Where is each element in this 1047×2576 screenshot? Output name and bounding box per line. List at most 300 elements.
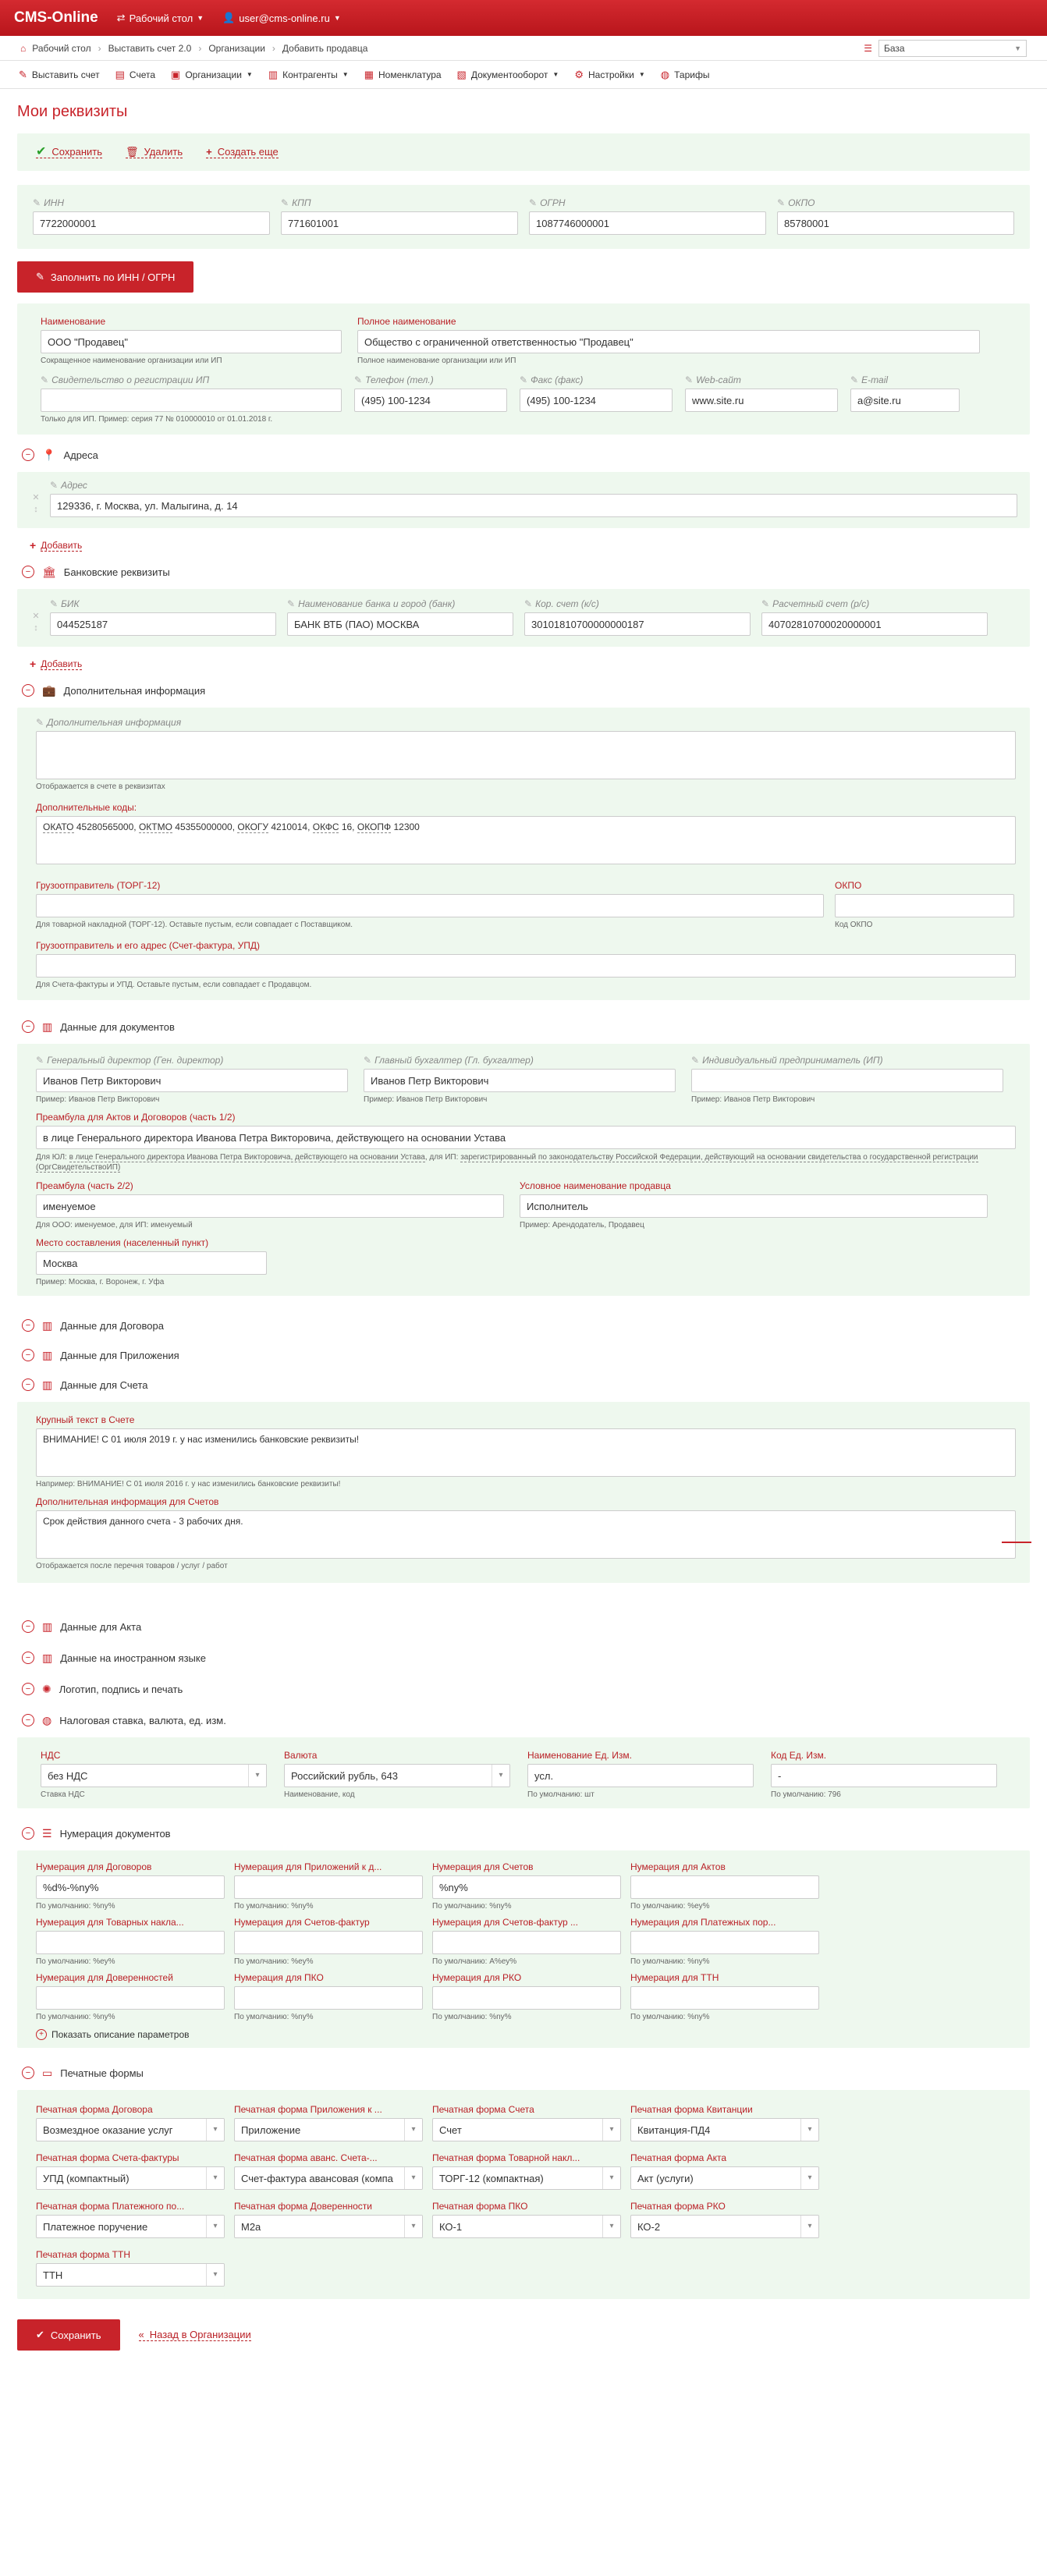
print-form-field [432, 2152, 621, 2190]
email-label: E-mail [861, 374, 889, 385]
numbering-default-value[interactable]: %ny% [687, 1957, 710, 1966]
hint-prefix: Пример: [364, 1095, 395, 1104]
hint-prefix: Пример: [691, 1095, 722, 1104]
numbering-input[interactable] [630, 1875, 819, 1899]
appendix-header[interactable] [22, 1346, 1030, 1364]
big-text-label: Крупный текст в Счете [36, 1414, 135, 1425]
ip-input[interactable] [691, 1069, 1003, 1092]
cert-hint-example[interactable]: серия 77 № 010000010 от 01.01.2018 г. [131, 415, 273, 424]
pencil-icon: ✎ [36, 717, 44, 728]
full-name-input[interactable]: Общество с ограниченной ответственностью "Продавец" [357, 330, 980, 353]
collapse-icon: − [22, 566, 34, 578]
cert-input[interactable] [41, 389, 342, 412]
pencil-icon: ✎ [761, 598, 770, 609]
unit-code-label: Код Ед. Изм. [771, 1750, 827, 1761]
invoice-extra-hint: Отображается после перечня товаров / услуг / работ [36, 1562, 228, 1570]
collapse-icon: − [22, 2067, 34, 2079]
numbering-hint [630, 1902, 819, 1911]
preamble2-input[interactable]: именуемое [36, 1194, 504, 1218]
codes-textarea[interactable] [36, 816, 1016, 864]
invoice-title: Данные для Счета [60, 1378, 148, 1391]
books-icon: ▥ [42, 1620, 53, 1633]
okpo-label: ОКПО [788, 197, 815, 208]
numbering-label: Нумерация для Приложений к д... [234, 1861, 382, 1872]
pencil-icon: ✎ [41, 374, 49, 385]
add-label: Добавить [41, 658, 83, 669]
accountant-label: Главный бухгалтер (Гл. бухгалтер) [374, 1055, 534, 1066]
numbering-hint [36, 2013, 225, 2021]
numbering-grid [36, 1861, 1016, 2021]
hint-sep: , для ИП: [115, 1221, 149, 1229]
remove-icon[interactable]: ✕ [32, 612, 40, 621]
numbering-hint [432, 1957, 621, 1966]
numbering-default-value[interactable]: %ny% [93, 1902, 115, 1911]
numbering-default-value[interactable]: А%ey% [489, 1957, 517, 1966]
drag-icon[interactable]: ↕ [34, 505, 38, 514]
print-form-select[interactable]: Акт (услуги) ▾ [630, 2166, 819, 2190]
numbering-default-value[interactable]: %ny% [291, 2013, 314, 2021]
print-form-field [36, 2152, 225, 2190]
nav-label: Тарифы [674, 69, 710, 80]
drag-icon[interactable]: ↕ [34, 623, 38, 633]
desktop-label: Рабочий стол [129, 12, 193, 24]
okpo-input[interactable]: 85780001 [777, 211, 1014, 235]
breadcrumb-item[interactable]: Выставить счет 2.0 [108, 42, 192, 54]
foreign-title: Данные на иностранном языке [60, 1652, 206, 1664]
user-menu[interactable] [222, 12, 341, 24]
money-bag-icon: ◍ [660, 68, 670, 80]
numbering-field [432, 1972, 621, 2021]
back-link[interactable] [139, 2329, 251, 2341]
numbering-label: Нумерация для РКО [432, 1972, 522, 1983]
pencil-icon: ✎ [50, 480, 59, 491]
addresses-title: Адреса [63, 449, 98, 461]
pencil-icon: ✎ [691, 1055, 700, 1066]
unit-hint: По умолчанию: шт [527, 1790, 594, 1799]
accountant-example[interactable]: Иванов Петр Викторович [396, 1095, 488, 1104]
docs-header[interactable] [22, 1017, 1030, 1036]
nav-settings[interactable] [574, 69, 644, 81]
numbering-default-value[interactable]: %ny% [687, 2013, 710, 2021]
kpp-input[interactable]: 771601001 [281, 211, 518, 235]
nav-issue-invoice[interactable] [19, 69, 100, 81]
document-icon: ▤ [115, 68, 125, 80]
fax-label: Факс (факс) [531, 374, 584, 385]
nav-tariffs[interactable] [661, 69, 710, 81]
unit-code-input[interactable]: - [771, 1764, 997, 1787]
print-form-select[interactable]: Счет ▾ [432, 2118, 621, 2141]
cert-label: Свидетельство о регистрации ИП [51, 374, 210, 385]
nav-label: Организации [185, 69, 242, 80]
numbering-default-value[interactable]: %ny% [489, 2013, 512, 2021]
numbering-input[interactable] [432, 1986, 621, 2010]
extra-header[interactable] [22, 681, 1030, 700]
scroll-marker [1002, 1542, 1031, 1543]
phone-input[interactable]: (495) 100-1234 [354, 389, 507, 412]
oktmo-value: 45355000000, [175, 821, 236, 832]
account-input[interactable]: 40702810700020000001 [761, 612, 988, 636]
back-label: Назад в Организации [149, 2328, 251, 2340]
contract-header[interactable] [22, 1316, 1030, 1335]
bank-name-label: Наименование банка и город (банк) [298, 598, 456, 609]
print-form-select[interactable]: М2а ▾ [234, 2215, 423, 2238]
preamble-input[interactable]: в лице Генерального директора Иванова Петра Викторовича, действующего на основании Устава [36, 1126, 1016, 1149]
organization-icon: ▣ [171, 68, 181, 80]
desktop-menu[interactable] [117, 12, 204, 24]
print-form-field [36, 2104, 225, 2141]
preamble2-example-ooo[interactable]: именуемое [74, 1221, 115, 1229]
chevron-down-icon: ▼ [197, 14, 204, 22]
desktop-icon: ⇄ [116, 12, 126, 23]
home-icon[interactable]: ⌂ [20, 42, 27, 54]
numbering-label: Нумерация для Договоров [36, 1861, 152, 1872]
exchange-icon: ▧ [456, 68, 467, 80]
pencil-icon: ✎ [36, 1055, 44, 1066]
shipper-okpo-input[interactable] [835, 894, 1014, 917]
numbering-default-value[interactable]: %ey% [291, 1957, 314, 1966]
nav-label: Выставить счет [31, 69, 100, 80]
bank-header[interactable] [22, 562, 1030, 581]
numbering-default-prefix: По умолчанию: [36, 2013, 91, 2021]
save-link[interactable] [36, 144, 103, 158]
money-bag-icon: ◍ [42, 1713, 52, 1726]
boxes-icon: ▦ [364, 68, 374, 80]
add-bank-link[interactable] [30, 658, 1030, 670]
numbering-default-prefix: По умолчанию: [234, 2013, 289, 2021]
logo-title: Логотип, подпись и печать [59, 1683, 183, 1695]
edit-icon: ✎ [36, 271, 44, 282]
ip-example[interactable]: Иванов Петр Викторович [723, 1095, 815, 1104]
numbering-default-prefix: По умолчанию: [630, 2013, 686, 2021]
nav-documents[interactable] [457, 69, 559, 81]
top-bar [0, 0, 1047, 36]
extra-info-textarea[interactable] [36, 731, 1016, 779]
print-form-field [234, 2104, 423, 2141]
base-select-value: База [884, 43, 905, 54]
numbering-input[interactable] [234, 1875, 423, 1899]
okfs-value: 16, [341, 821, 355, 832]
bank-panel [17, 589, 1030, 647]
vat-label: НДС [41, 1750, 61, 1761]
expand-icon: − [22, 1620, 34, 1633]
okato-key: ОКАТО [43, 821, 74, 832]
brand-logo[interactable]: CMS-Online [14, 9, 98, 26]
act-header[interactable] [22, 1617, 1030, 1636]
numbering-hint [432, 1902, 621, 1911]
unit-label: Наименование Ед. Изм. [527, 1750, 632, 1761]
numbering-field [630, 1917, 819, 1966]
print-form-select[interactable]: Платежное поручение ▾ [36, 2215, 225, 2238]
main-nav [0, 61, 1047, 89]
numbering-input[interactable] [432, 1931, 621, 1954]
page-title: Мои реквизиты [17, 103, 128, 120]
print-form-select[interactable]: КО-2 ▾ [630, 2215, 819, 2238]
okopf-value: 12300 [393, 821, 420, 832]
print-form-field [432, 2201, 621, 2238]
extra-panel [17, 708, 1030, 1000]
invoice-extra-textarea[interactable]: Срок действия данного счета - 3 рабочих дня. [36, 1510, 1016, 1559]
seller-alias-input[interactable]: Исполнитель [520, 1194, 988, 1218]
print-form-select[interactable]: Возмездное оказание услуг ▾ [36, 2118, 225, 2141]
collapse-icon: − [22, 1714, 34, 1726]
books-icon: ▥ [42, 1348, 53, 1361]
numbering-default-value[interactable]: %ny% [291, 1902, 314, 1911]
tax-header[interactable] [22, 1711, 1030, 1730]
delete-link[interactable] [126, 147, 183, 158]
shipper2-input[interactable] [36, 954, 1016, 978]
hint-prefix: Для ЮЛ: [36, 1153, 67, 1162]
address-input[interactable]: 129336, г. Москва, ул. Малыгина, д. 14 [50, 494, 1017, 517]
edit-icon: ✎ [19, 68, 27, 80]
collapse-icon: − [22, 684, 34, 697]
place-input[interactable]: Москва [36, 1251, 267, 1275]
big-text-example[interactable]: ВНИМАНИЕ! С 01 июля 2016 г. у нас изменились банковские реквизиты! [76, 1480, 341, 1488]
print-form-select[interactable]: КО-1 ▾ [432, 2215, 621, 2238]
row-controls [30, 611, 42, 636]
numbering-default-prefix: По умолчанию: [36, 1957, 91, 1966]
unit-input[interactable]: усл. [527, 1764, 754, 1787]
nav-organizations[interactable] [171, 69, 253, 81]
numbering-default-prefix: По умолчанию: [432, 2013, 488, 2021]
actions-bar [17, 133, 1030, 171]
numbering-default-prefix: По умолчанию: [630, 1902, 686, 1911]
numbering-input[interactable]: %d%-%ny% [36, 1875, 225, 1899]
shipper-input[interactable] [36, 894, 824, 917]
contract-title: Данные для Договора [60, 1319, 164, 1332]
books-icon: ▥ [42, 1651, 53, 1664]
pencil-icon: ✎ [685, 374, 694, 385]
numbering-field [36, 1917, 225, 1966]
row-controls [30, 492, 42, 517]
print-form-field [630, 2104, 819, 2141]
hint-prefix: Для ООО: [36, 1221, 73, 1229]
preamble-example-ip[interactable]: зарегистрированный по законодательству Российской Федерации, действующий на основании [460, 1153, 806, 1162]
bank-name-input[interactable]: БАНК ВТБ (ПАО) МОСКВА [287, 612, 513, 636]
check-icon: ✔ [36, 2329, 44, 2340]
numbering-field [432, 1917, 621, 1966]
show-params-label: Показать описание параметров [51, 2029, 190, 2040]
email-input[interactable]: a@site.ru [850, 389, 960, 412]
numbering-label: Нумерация для Доверенностей [36, 1972, 173, 1983]
ogrn-group [529, 197, 766, 235]
create-more-link[interactable] [206, 147, 279, 158]
chevron-down-icon: ▼ [333, 14, 341, 22]
inn-input[interactable]: 7722000001 [33, 211, 270, 235]
remove-icon[interactable]: ✕ [32, 493, 40, 502]
nav-contractors[interactable] [268, 69, 349, 81]
print-form-field [234, 2152, 423, 2190]
numbering-hint [36, 1957, 225, 1966]
create-more-label: Создать еще [217, 145, 279, 158]
preamble-example-ul[interactable]: в лице Генерального директора Иванова Петра Викторовича, действующего на основании Устава [69, 1153, 425, 1162]
nav-invoices[interactable] [115, 69, 155, 81]
numbering-default-value[interactable]: %ey% [687, 1902, 710, 1911]
breadcrumb-item[interactable]: Организации [208, 42, 265, 54]
fax-input[interactable]: (495) 100-1234 [520, 389, 673, 412]
print-form-label: Печатная форма Товарной накл... [432, 2152, 580, 2163]
numbering-input[interactable] [630, 1931, 819, 1954]
check-icon: ✔ [36, 144, 47, 158]
numbering-field [36, 1861, 225, 1911]
numbering-input[interactable] [36, 1986, 225, 2010]
numbering-default-prefix: По умолчанию: [432, 1902, 488, 1911]
nav-label: Документооборот [470, 69, 548, 80]
plus-icon: + [30, 539, 37, 552]
books-icon: ▥ [42, 1318, 53, 1332]
plus-icon: + [206, 145, 212, 158]
collapse-icon: − [22, 449, 34, 461]
numbering-title: Нумерация документов [59, 1827, 171, 1840]
chevron-down-icon: ▼ [246, 71, 253, 78]
base-select[interactable] [878, 40, 1027, 57]
numbering-field [234, 1972, 423, 2021]
vat-select[interactable]: без НДС ▾ [41, 1764, 267, 1787]
big-text-textarea[interactable]: ВНИМАНИЕ! С 01 июля 2019 г. у нас изменились банковские реквизиты! [36, 1428, 1016, 1477]
okogu-value: 4210014, [271, 821, 311, 832]
show-params-link[interactable] [36, 2029, 1016, 2040]
print-form-label: Печатная форма Платежного по... [36, 2201, 185, 2212]
print-form-field [630, 2201, 819, 2238]
bank-title: Банковские реквизиты [63, 566, 170, 578]
print-form-label: Печатная форма РКО [630, 2201, 726, 2212]
numbering-default-value[interactable]: %ey% [93, 1957, 115, 1966]
director-example[interactable]: Иванов Петр Викторович [68, 1095, 160, 1104]
numbering-label: Нумерация для ПКО [234, 1972, 324, 1983]
print-panel [17, 2090, 1030, 2299]
numbering-input[interactable] [234, 1986, 423, 2010]
list-numbered-icon: ☰ [42, 1826, 52, 1840]
numbering-field [630, 1861, 819, 1911]
print-form-label: Печатная форма Акта [630, 2152, 727, 2163]
accountant-input[interactable]: Иванов Петр Викторович [364, 1069, 676, 1092]
addresses-header[interactable] [22, 445, 1030, 464]
numbering-hint [630, 1957, 819, 1966]
act-title: Данные для Акта [60, 1620, 142, 1633]
place-label: Место составления (населенный пункт) [36, 1237, 209, 1248]
add-address-link[interactable] [30, 539, 1030, 552]
bik-input[interactable]: 044525187 [50, 612, 276, 636]
print-header[interactable] [22, 2063, 1030, 2082]
tax-panel [17, 1737, 1030, 1808]
numbering-input[interactable] [630, 1986, 819, 2010]
numbering-default-value[interactable]: %ny% [489, 1902, 512, 1911]
director-input[interactable]: Иванов Петр Викторович [36, 1069, 348, 1092]
phone-label: Телефон (тел.) [365, 374, 434, 385]
numbering-hint [36, 1902, 225, 1911]
foreign-header[interactable] [22, 1648, 1030, 1667]
numbering-default-value[interactable]: %ny% [93, 2013, 115, 2021]
invoice-header[interactable] [22, 1375, 1030, 1394]
numbering-label: Нумерация для Счетов-фактур ... [432, 1917, 578, 1928]
okogu-key: ОКОГУ [237, 821, 269, 832]
numbering-hint [234, 1902, 423, 1911]
expand-icon: + [36, 2029, 47, 2040]
bank-icon: 🏛 [42, 565, 56, 578]
pencil-icon: ✎ [524, 598, 533, 609]
invoice-panel [17, 1402, 1030, 1583]
print-form-select[interactable]: ТТН ▾ [36, 2263, 225, 2287]
addresses-panel [17, 472, 1030, 528]
preamble-example-ip-2[interactable]: свидетельства о государственной регистрации (ОргСвидетельствоИП) [36, 1153, 978, 1172]
map-pin-icon: 📍 [42, 448, 56, 461]
chevron-down-icon: ▼ [1014, 44, 1021, 52]
web-input[interactable]: www.site.ru [685, 389, 838, 412]
ip-label: Индивидуальный предприниматель (ИП) [702, 1055, 883, 1066]
numbering-input[interactable] [234, 1931, 423, 1954]
chevron-down-icon: ▼ [638, 71, 645, 78]
user-icon: 👤 [222, 12, 236, 23]
print-form-field [630, 2152, 819, 2190]
place-example[interactable]: Москва, г. Воронеж, г. Уфа [68, 1278, 165, 1286]
numbering-header[interactable] [22, 1824, 1030, 1843]
print-form-label: Печатная форма ТТН [36, 2249, 130, 2260]
logo-header[interactable] [22, 1680, 1030, 1698]
breadcrumb-item[interactable]: Рабочий стол [32, 42, 91, 54]
print-form-select[interactable]: Приложение ▾ [234, 2118, 423, 2141]
collapse-icon: − [22, 1378, 34, 1391]
preamble2-example-ip[interactable]: именуемый [151, 1221, 193, 1229]
save-label: Сохранить [51, 145, 103, 158]
numbering-label: Нумерация для Актов [630, 1861, 726, 1872]
pencil-icon: ✎ [50, 598, 59, 609]
footer-save-label: Сохранить [50, 2329, 101, 2341]
okopf-key: ОКОПФ [357, 821, 392, 832]
print-form-select[interactable]: Квитанция-ПД4 ▾ [630, 2118, 819, 2141]
numbering-field [234, 1917, 423, 1966]
expand-icon: − [22, 1319, 34, 1332]
okato-value: 45280565000, [76, 821, 137, 832]
codes-label: Дополнительные коды: [36, 802, 137, 813]
seller-alias-example[interactable]: Арендодатель, Продавец [552, 1221, 644, 1229]
collapse-icon: − [22, 1020, 34, 1033]
hint-prefix: Пример: [36, 1095, 67, 1104]
invoice-extra-label: Дополнительная информация для Счетов [36, 1496, 219, 1507]
ogrn-input[interactable]: 1087746000001 [529, 211, 766, 235]
currency-select[interactable]: Российский рубль, 643 ▾ [284, 1764, 510, 1787]
oktmo-key: ОКТМО [138, 821, 172, 832]
nav-label: Номенклатура [378, 69, 442, 80]
numbering-input[interactable] [36, 1931, 225, 1954]
okfs-key: ОКФС [312, 821, 339, 832]
vat-hint: Ставка НДС [41, 1790, 85, 1799]
name-hint: Сокращенное наименование организации или ИП [41, 357, 222, 365]
numbering-label: Нумерация для Платежных пор... [630, 1917, 776, 1928]
nav-nomenclature[interactable] [364, 69, 442, 81]
pencil-icon: ✎ [850, 374, 859, 385]
nav-label: Настройки [588, 69, 634, 80]
name-input[interactable]: ООО "Продавец" [41, 330, 342, 353]
codes-panel [17, 185, 1030, 249]
corr-account-input[interactable]: 30101810700000000187 [524, 612, 751, 636]
fill-button[interactable] [17, 261, 193, 293]
print-grid [36, 2104, 1016, 2287]
footer-save-button[interactable] [17, 2319, 120, 2351]
print-form-label: Печатная форма Счета-фактуры [36, 2152, 179, 2163]
hint-sep: , для ИП: [424, 1153, 459, 1162]
chevron-down-icon: ▼ [342, 71, 349, 78]
print-form-select[interactable]: Счет-фактура авансовая (компа ▾ [234, 2166, 423, 2190]
pencil-icon: ✎ [354, 374, 363, 385]
numbering-hint [234, 2013, 423, 2021]
user-email: user@cms-online.ru [239, 12, 330, 24]
numbering-input[interactable]: %ny% [432, 1875, 621, 1899]
collapse-icon: − [22, 1827, 34, 1840]
print-form-select[interactable]: УПД (компактный) ▾ [36, 2166, 225, 2190]
hint-prefix: Например: [36, 1480, 76, 1488]
org-panel [17, 303, 1030, 435]
currency-hint: Наименование, код [284, 1790, 355, 1799]
print-form-select[interactable]: ТОРГ-12 (компактная) ▾ [432, 2166, 621, 2190]
